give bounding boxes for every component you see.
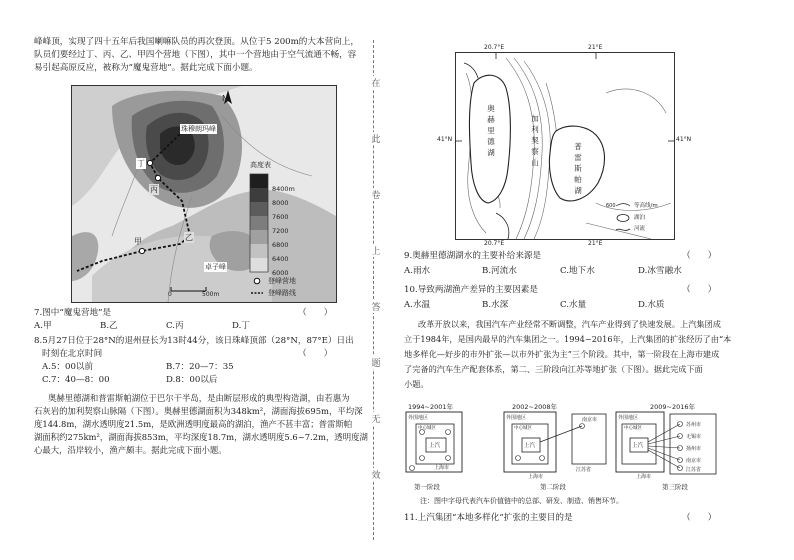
- binding-char-7: 无: [366, 412, 386, 425]
- lat-label-right: 41°N: [676, 136, 692, 143]
- stage1-center: 中心城区: [418, 426, 436, 431]
- q9-option-d[interactable]: D.冰雪融水: [638, 266, 682, 276]
- period-3: 2009~2016年: [650, 403, 696, 411]
- lake-ohrid-label: 奥 赫 里 德 湖: [487, 104, 495, 157]
- binding-char-8: 效: [366, 468, 386, 481]
- intro-line-1: 峰峰顶，实现了四十五年后我国喇嘛队员的再次登顶。从位于5 200m的大本营向上，: [34, 37, 359, 47]
- stage3-suzhou: 苏州市: [686, 422, 702, 428]
- q7-stem: 7.图中“魔鬼营地”是: [34, 308, 112, 318]
- passage2-line-5: 小题。: [404, 379, 429, 389]
- q11-answer-paren[interactable]: （ ）: [682, 513, 717, 523]
- scale-distance: 500m: [202, 291, 220, 298]
- q8-option-c[interactable]: C.7：40—8：00: [42, 375, 110, 385]
- mountain-label: 加 利 契 察 山: [531, 114, 539, 167]
- map-symbol-legend: [250, 276, 340, 304]
- stage3-nanjing: 南京市: [686, 458, 702, 464]
- stage3-shqc: 上汽: [632, 443, 644, 449]
- stage3-yangzhou: 扬州市: [686, 446, 702, 452]
- stage2-center: 中心城区: [514, 426, 532, 431]
- legend-route: 登峰路线: [268, 289, 296, 297]
- binding-char-1: 在: [366, 76, 386, 89]
- passage2-line-3: 地多样化—好步的市外扩张—以市外扩张为主”三个阶段。其中，第一阶段在上海市建成: [404, 349, 720, 359]
- q10-option-a[interactable]: A.水温: [404, 300, 431, 310]
- q7-answer-paren[interactable]: （ ）: [298, 308, 333, 318]
- lon-label-left-top: 20.7°E: [484, 44, 505, 51]
- passage-line-1: 奥赫里德湖和普雷斯帕湖位于巴尔干半岛，是由断层形成的典型构造湖，由若惠为: [48, 393, 350, 403]
- scale-zero: 0: [168, 291, 172, 298]
- legend-levels: 8400m 8000 7600 7200 6800 6400 6000: [272, 185, 295, 277]
- binding-char-4: 上: [366, 244, 386, 257]
- legend-title: 高度表: [250, 161, 271, 169]
- q8-option-d[interactable]: D.8：00以后: [166, 375, 218, 385]
- passage2-line-2: 立于1984年，是国内最早的汽车集团之一。1994~2016年，上汽集团的扩张经历了由“本: [404, 334, 732, 344]
- stage2-jiangsu: 江苏省: [576, 467, 592, 473]
- q8-answer-paren[interactable]: （ ）: [298, 349, 333, 359]
- legend-camp: 登峰营地: [268, 277, 296, 285]
- q9-option-a[interactable]: A.雨水: [404, 266, 431, 276]
- stage-label-2: 第二阶段: [540, 483, 566, 491]
- lake-prespa-label: 普 雷 斯 帕 湖: [574, 142, 582, 195]
- stage3-jiangsu: 江苏省: [686, 467, 702, 473]
- q8-option-a[interactable]: A.5：00以前: [42, 362, 94, 372]
- q8-stem-line-2: 时刻在北京时间: [42, 349, 103, 359]
- q10-option-b[interactable]: B.水深: [482, 300, 509, 310]
- lon-label-right-bottom: 21°E: [588, 240, 603, 247]
- binding-char-6: 题: [366, 356, 386, 369]
- stage2-shqc: 上汽: [524, 443, 536, 449]
- expansion-stage-diagram: [400, 402, 720, 498]
- stage3-wuxi: 无锡市: [686, 434, 702, 440]
- passage2-line-1: 改革开放以来，我国汽车产业经常不断调整，汽车产业得到了快速发展。上汽集团成: [418, 319, 721, 329]
- everest-map: [71, 85, 337, 303]
- stage1-outer: 外围地区: [408, 415, 429, 421]
- passage-line-3: 度144.8m，湖水透明度21.5m，是欧洲透明度最高的湖泊，渔产不甚丰富；普雷斯帕: [34, 419, 353, 429]
- stage1-shqc: 上汽: [429, 443, 441, 449]
- contour-value: 600: [606, 203, 616, 209]
- lon-label-left-bottom: 20.7°E: [484, 240, 505, 247]
- stage2-nanjing: 南京市: [582, 417, 598, 423]
- lake-map-legend: 等高线/m 湖泊 河流: [634, 203, 658, 232]
- binding-char-3: 卷: [366, 188, 386, 201]
- stage1-shanghai: 上海市: [434, 465, 450, 471]
- q9-answer-paren[interactable]: （ ）: [682, 251, 717, 261]
- stage-label-3: 第三阶段: [662, 483, 688, 491]
- q10-answer-paren[interactable]: （ ）: [682, 285, 717, 295]
- stage2-shanghai: 上海市: [528, 474, 544, 480]
- binding-char-2: 此: [366, 132, 386, 145]
- passage-line-4: 湖面积约275km²，湖面海拔853m，平均深度18.7m，湖水透明度5.6~7.2m，透明度湖: [34, 432, 368, 442]
- stage3-shanghai: 上海市: [636, 474, 652, 480]
- binding-char-5: 答: [366, 300, 386, 313]
- lat-label-left: 41°N: [437, 136, 453, 143]
- diagram-note: 注：图中字母代表汽车价值链中的总部、研发、制造、销售环节。: [420, 497, 623, 505]
- q10-option-d[interactable]: D.水质: [638, 300, 665, 310]
- q9-option-b[interactable]: B.河流水: [482, 266, 517, 276]
- q8-option-b[interactable]: B.7：20—7：35: [166, 362, 234, 372]
- camp-ding-label: 丁: [137, 159, 145, 168]
- intro-line-2: 队员们要经过丁、丙、乙、甲四个营地（下图），其中一个营地由于空气流通不畅，容: [34, 50, 357, 60]
- lon-label-right-top: 21°E: [588, 44, 603, 51]
- peak-label: 珠穆朗玛峰: [181, 125, 216, 133]
- q7-option-d[interactable]: D.丁: [232, 321, 250, 331]
- stage3-center: 中心城区: [624, 426, 642, 431]
- zhuozi-peak-label: 卓子峰: [205, 263, 226, 271]
- q8-stem-line-1: 8.5月27日位于28°N的退州昼长为13时44分，该日珠峰顶部（28°N，87°E）日出: [34, 336, 354, 346]
- passage-line-5: 心最大，沿岸较小，渔产颇丰。据此完成下面小题。: [34, 445, 227, 455]
- camp-jia-label: 甲: [134, 237, 142, 246]
- period-2: 2002~2008年: [512, 403, 558, 411]
- q7-option-c[interactable]: C.丙: [166, 321, 184, 331]
- passage-line-2: 石灰岩的加利契察山脉隔（下图）。奥赫里德湖面积为348km²，湖面海拔695m，平均深: [34, 406, 363, 416]
- intro-line-3: 易引起高原反应，被称为“魔鬼营地”。据此完成下面小题。: [34, 63, 258, 73]
- passage2-line-4: 了完备的汽车生产配套体系，第二、三阶段向江苏等地扩张（下图）。据此完成下面: [404, 364, 703, 374]
- camp-bing-label: 丙: [150, 185, 158, 194]
- q9-stem: 9.奥赫里德湖湖水的主要补给来源是: [404, 251, 542, 261]
- stage2-outer: 外围地区: [506, 415, 527, 421]
- binding-line: [373, 40, 374, 540]
- q7-option-a[interactable]: A.甲: [34, 321, 52, 331]
- camp-yi-label: 乙: [185, 233, 193, 242]
- period-1: 1994~2001年: [408, 403, 454, 411]
- q7-option-b[interactable]: B.乙: [100, 321, 118, 331]
- stage-label-1: 第一阶段: [414, 483, 440, 491]
- stage3-outer: 外围地区: [618, 415, 639, 421]
- q11-stem: 11.上汽集团“本地多样化”扩张的主要目的是: [404, 513, 573, 523]
- lake-map: [455, 52, 675, 240]
- q10-stem: 10.导致两湖渔产差异的主要因素是: [404, 285, 538, 295]
- north-label: N: [222, 94, 228, 103]
- q9-option-c[interactable]: C.地下水: [560, 266, 595, 276]
- q10-option-c[interactable]: C.水量: [560, 300, 587, 310]
